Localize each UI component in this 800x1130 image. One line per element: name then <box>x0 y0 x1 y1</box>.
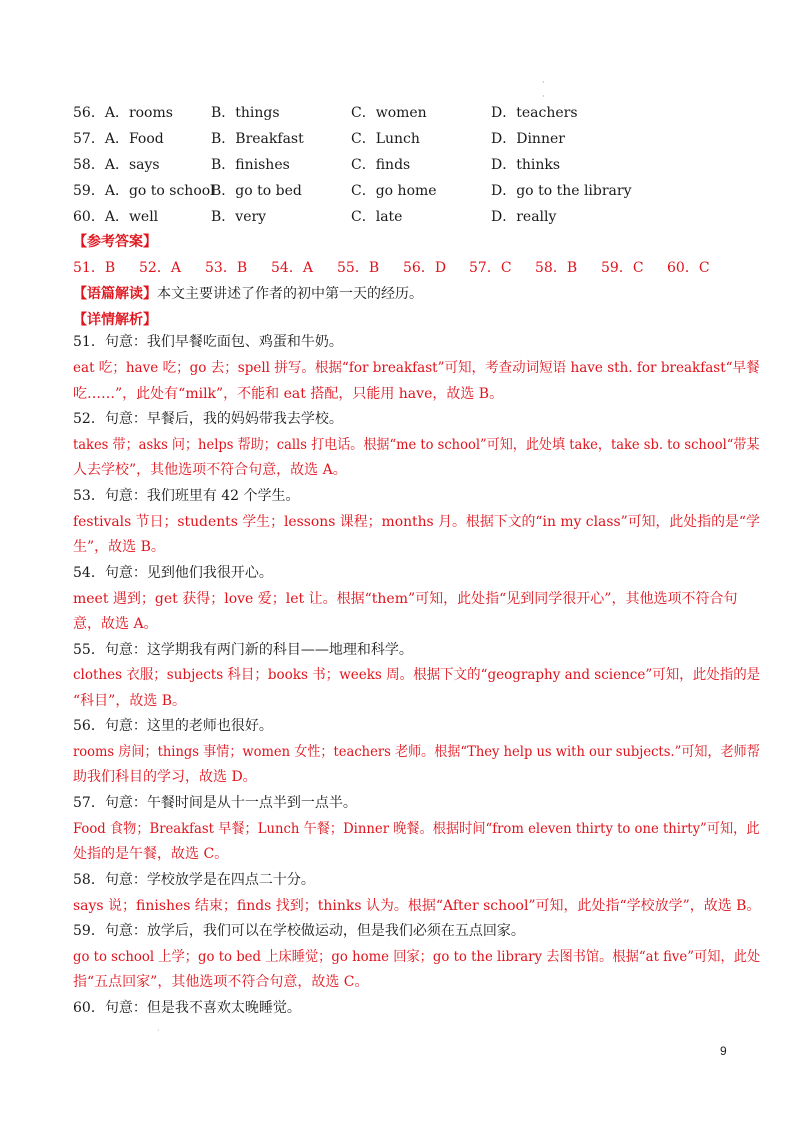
option-b: B．Breakfast <box>211 131 304 147</box>
answer-key <box>73 257 733 279</box>
option-a-text: A．well <box>104 209 159 225</box>
answer-item: 55．B <box>337 260 380 276</box>
option-a <box>73 180 215 202</box>
option-d: D．thinks <box>491 157 561 173</box>
option-row <box>73 102 753 124</box>
sentence-meaning: 57．句意：午餐时间是从十一点半到一点半。 <box>73 795 357 811</box>
answer-item: 51．B <box>73 260 116 276</box>
sentence-meaning: 52．句意：早餐后，我的妈妈带我去学校。 <box>73 411 343 427</box>
answer-item: 54．A <box>271 260 313 276</box>
sentence-meaning: 53．句意：我们班里有 42 个学生。 <box>73 488 300 504</box>
question-number: 60． <box>73 209 105 225</box>
explanation-line: 意，故选 A。 <box>73 616 158 632</box>
explanation-line: 处指的是午餐，故选 C。 <box>73 846 229 862</box>
decorative-dots: · · <box>542 78 545 101</box>
option-b: B．very <box>211 209 267 225</box>
summary-text: 本文主要讲述了作者的初中第一天的经历。 <box>157 286 423 302</box>
option-c: C．finds <box>351 157 411 173</box>
option-a <box>73 102 173 124</box>
option-c: C．go home <box>351 183 437 199</box>
option-b: B．go to bed <box>211 183 302 199</box>
detail-header: 【详情解析】 <box>73 312 157 328</box>
question-number: 58． <box>73 157 105 173</box>
explanation-line: “科目”，故选 B。 <box>73 693 187 709</box>
question-number: 57． <box>73 131 105 147</box>
option-d: D．go to the library <box>491 183 632 199</box>
option-a-text: A．go to school <box>104 183 215 199</box>
explanation-line: festivals 节日；students 学生；lessons 课程；months 月。根据下文的“in my class”可知，此处指的是“学 <box>73 514 760 530</box>
answer-item: 52．A <box>139 260 181 276</box>
sentence-meaning: 54．句意：见到他们我很开心。 <box>73 565 273 581</box>
summary-label: 【语篇解读】 <box>73 286 157 302</box>
page-number: 9 <box>720 1044 727 1058</box>
option-d: D．Dinner <box>491 131 565 147</box>
explanation-line: 指“五点回家”，其他选项不符合句意，故选 C。 <box>73 974 369 990</box>
explanation-line: 生”，故选 B。 <box>73 539 165 555</box>
explanation-line: 助我们科目的学习，故选 D。 <box>73 769 257 785</box>
answer-header: 【参考答案】 <box>73 234 157 250</box>
option-row <box>73 128 753 150</box>
option-a <box>73 206 158 228</box>
answer-item: 56．D <box>403 260 447 276</box>
sentence-meaning: 58．句意：学校放学是在四点二十分。 <box>73 872 315 888</box>
sentence-meaning: 59．句意：放学后，我们可以在学校做运动，但是我们必须在五点回家。 <box>73 923 525 939</box>
sentence-meaning: 60．句意：但是我不喜欢太晚睡觉。 <box>73 1000 301 1016</box>
option-row <box>73 154 753 176</box>
explanation-line: go to school 上学；go to bed 上床睡觉；go home 回家；go to the library 去图书馆。根据“at five”可知，此处 <box>73 949 761 965</box>
question-number: 59． <box>73 183 105 199</box>
answer-item: 58．B <box>535 260 578 276</box>
sentence-meaning: 56．句意：这里的老师也很好。 <box>73 718 273 734</box>
summary-line <box>73 283 733 305</box>
explanation-line: 人去学校”，其他选项不符合句意，故选 A。 <box>73 462 347 478</box>
explanation-line: Food 食物；Breakfast 早餐；Lunch 午餐；Dinner 晚餐。根据时间“from eleven thirty to one thirty”可知，此 <box>73 821 760 837</box>
option-a-text: A．rooms <box>104 105 173 121</box>
option-row <box>73 180 753 202</box>
answer-item: 57．C <box>469 260 512 276</box>
option-a-text: A．Food <box>104 131 164 147</box>
answer-item: 59．C <box>601 260 644 276</box>
option-c: C．late <box>351 209 403 225</box>
explanation-line: rooms 房间；things 事情；women 女性；teachers 老师。根据“They help us with our subjects.”可知，老师帮 <box>73 744 760 760</box>
sentence-meaning: 55．句意：这学期我有两门新的科目——地理和科学。 <box>73 642 413 658</box>
option-row <box>73 206 753 228</box>
option-a <box>73 154 160 176</box>
explanation-line: clothes 衣服；subjects 科目；books 书；weeks 周。根据下文的“geography and science”可知，此处指的是 <box>73 667 761 683</box>
explanation-line: eat 吃；have 吃；go 去；spell 拼写。根据“for breakfast”可知，考查动词短语 have sth. for breakfast“早餐 <box>73 360 760 376</box>
explanation-line: says 说；finishes 结束；finds 找到；thinks 认为。根据“After school”可知，此处指“学校放学”，故选 B。 <box>73 898 761 914</box>
explanation-line: meet 遇到；get 获得；love 爱；let 让。根据“them”可知，此处指“见到同学很开心”，其他选项不符合句 <box>73 591 738 607</box>
option-d: D．really <box>491 209 557 225</box>
option-b: B．things <box>211 105 280 121</box>
option-c: C．Lunch <box>351 131 420 147</box>
explanation-line: 吃……”，此处有“milk”，不能和 eat 搭配，只能用 have，故选 B。 <box>73 386 504 402</box>
decorative-dot: · <box>157 1026 160 1035</box>
option-b: B．finishes <box>211 157 290 173</box>
option-a-text: A．says <box>104 157 160 173</box>
option-a <box>73 128 164 150</box>
question-number: 56． <box>73 105 105 121</box>
option-c: C．women <box>351 105 427 121</box>
answer-item: 60．C <box>667 260 710 276</box>
answer-item: 53．B <box>205 260 248 276</box>
sentence-meaning: 51．句意：我们早餐吃面包、鸡蛋和牛奶。 <box>73 334 343 350</box>
explanation-line: takes 带；asks 问；helps 帮助；calls 打电话。根据“me to school”可知，此处填 take，take sb. to school“带某 <box>73 437 760 453</box>
option-d: D．teachers <box>491 105 578 121</box>
